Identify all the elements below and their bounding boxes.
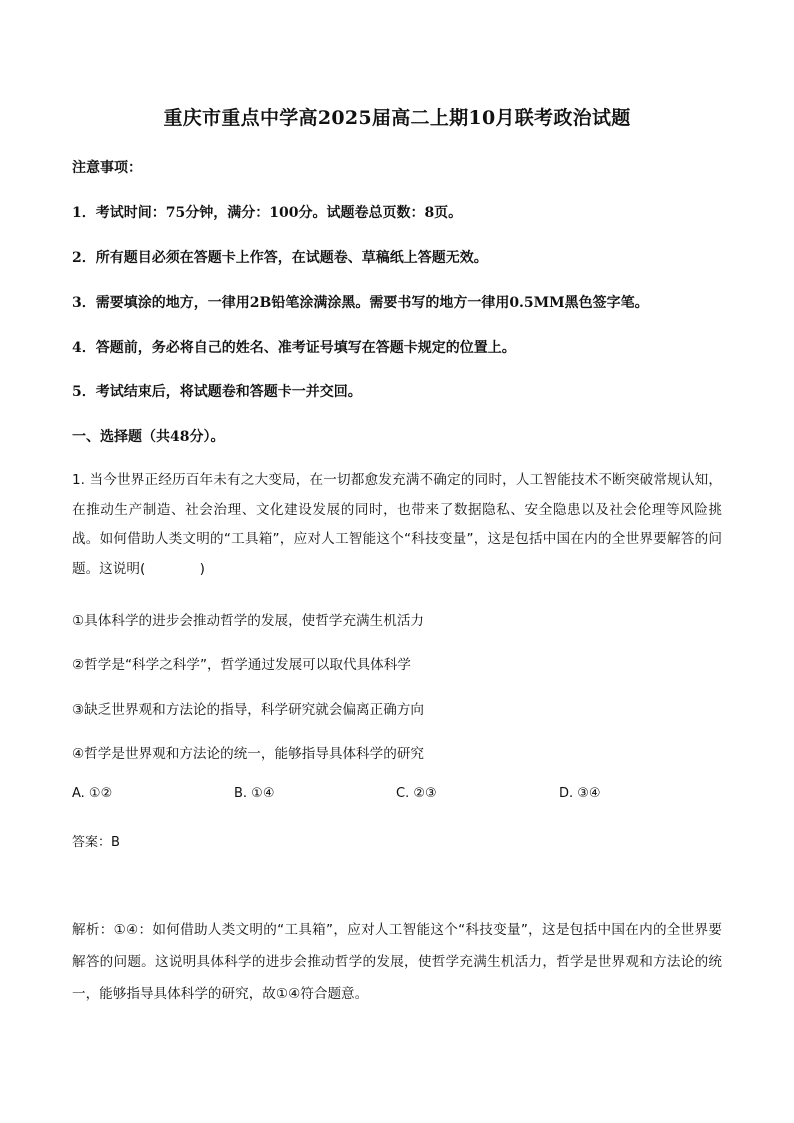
choice-a: A. ①② xyxy=(72,786,113,801)
choice-b: B. ①④ xyxy=(234,786,275,801)
notice-item-3: 3．需要填涂的地方，一律用2B铅笔涂满涂黑。需要书写的地方一律用0.5MM黑色签字笔。 xyxy=(72,295,649,311)
notice-heading: 注意事项： xyxy=(72,160,142,176)
answer: 答案：B xyxy=(72,835,120,850)
section-heading: 一、选择题（共48分）。 xyxy=(72,429,225,445)
statement-3: ③缺乏世界观和方法论的指导，科学研究就会偏离正确方向 xyxy=(72,702,425,718)
page-title: 重庆市重点中学高2025届高二上期10月联考政治试题 xyxy=(163,107,631,129)
statement-4: ④哲学是世界观和方法论的统一，能够指导具体科学的研究 xyxy=(72,746,425,762)
notice-item-5: 5．考试结束后，将试题卷和答题卡一并交回。 xyxy=(72,384,362,400)
statement-2: ②哲学是“科学之科学”，哲学通过发展可以取代具体科学 xyxy=(72,657,411,673)
analysis: 解析：①④：如何借助人类文明的“工具箱”，应对人工智能这个“科技变量”，这是包括中国在内的全世界要解答的问题。这说明具体科学的进步会推动哲学的发展，使哲学充满生机活力，哲学是世界观和方法论的统一，能够指导具体科学的研究，故①④符合题意。 xyxy=(72,922,722,1002)
statement-1: ①具体科学的进步会推动哲学的发展，使哲学充满生机活力 xyxy=(72,613,425,629)
question-stem: 1. 当今世界正经历百年未有之大变局，在一切都愈发充满不确定的同时，人工智能技术不断突破常规认知，在推动生产制造、社会治理、文化建设发展的同时，也带来了数据隐私、安全隐患以及社会伦理等风险挑战。如何借助人类文明的“工具箱”，应对人工智能这个“科技变量”，这是包括中国在内的全世界要解答的问题。这说明( ) xyxy=(72,472,722,577)
notice-item-2: 2．所有题目必须在答题卡上作答，在试题卷、草稿纸上答题无效。 xyxy=(72,250,488,266)
notice-item-1: 1．考试时间：75分钟，满分：100分。试题卷总页数：8页。 xyxy=(72,205,463,221)
choice-d: D. ③④ xyxy=(559,786,601,801)
choice-c: C. ②③ xyxy=(396,786,437,801)
notice-item-4: 4．答题前，务必将自己的姓名、准考证号填写在答题卡规定的位置上。 xyxy=(72,340,516,356)
